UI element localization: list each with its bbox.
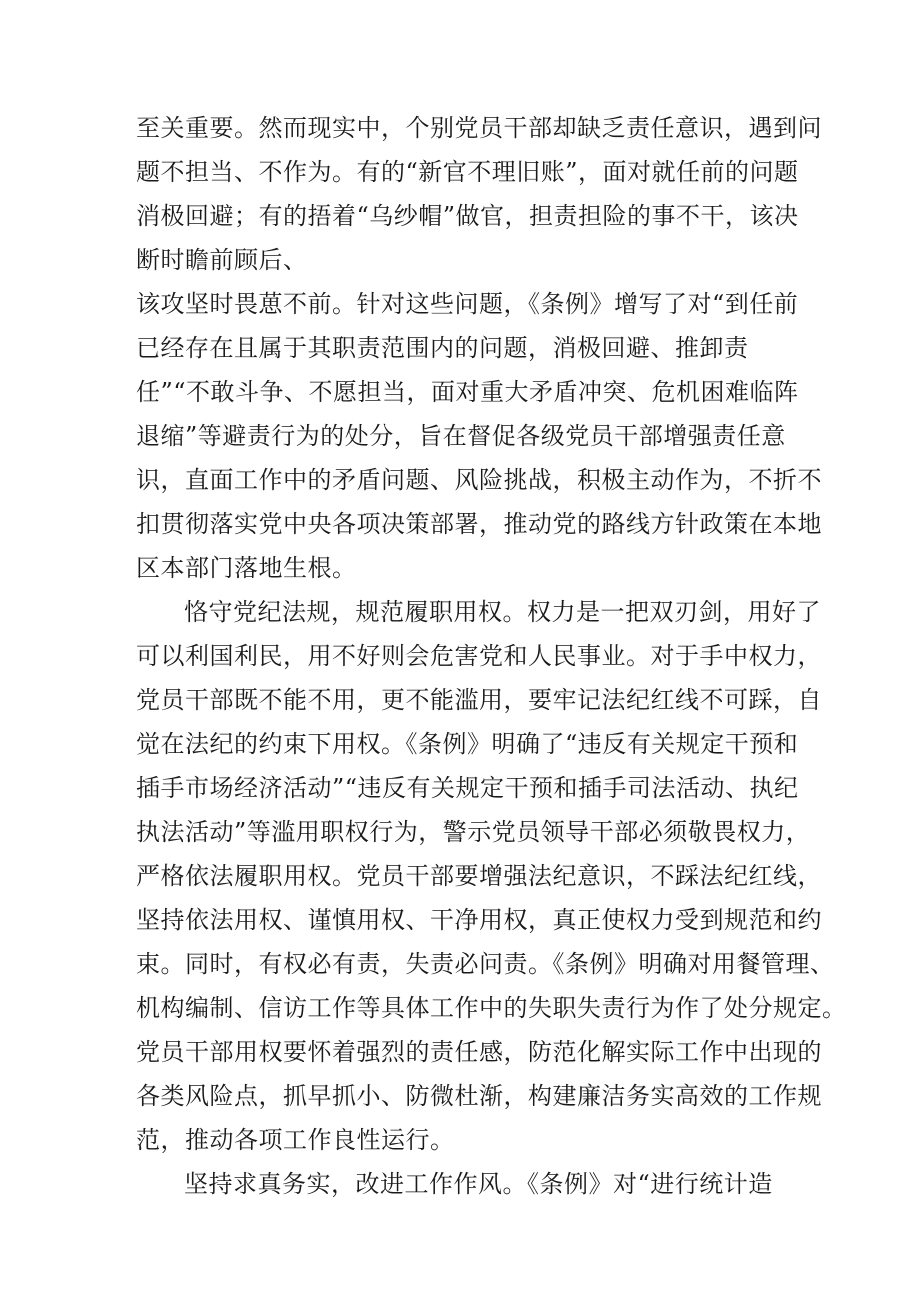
text-line: 题不担当、不作为。有的“新官不理旧账”，面对就任前的问题 [136, 158, 799, 186]
paragraph-first-line: 恪守党纪法规，规范履职用权。权力是一把双刃剑，用好了 [184, 598, 821, 626]
text-line: 至关重要。然而现实中，个别党员干部却缺乏责任意识，遇到问 [136, 114, 822, 142]
text-line: 已经存在且属于其职责范围内的问题，消极回避、推卸责 [136, 334, 749, 362]
text-line: 插手市场经济活动”“违反有关规定干预和插手司法活动、执纪 [136, 774, 799, 802]
text-line: 觉在法纪的约束下用权。《条例》明确了“违反有关规定干预和 [136, 730, 799, 758]
text-line: 范，推动各项工作良性运行。 [136, 1126, 455, 1154]
text-line: 严格依法履职用权。党员干部要增强法纪意识，不踩法纪红线， [136, 862, 822, 890]
text-line: 各类风险点，抓早抓小、防微杜渐，构建廉洁务实高效的工作规 [136, 1082, 822, 1110]
text-line: 该攻坚时畏葸不前。针对这些问题，《条例》增写了对“到任前 [136, 290, 799, 318]
text-line: 退缩”等避责行为的处分，旨在督促各级党员干部增强责任意 [136, 422, 786, 450]
text-line: 束。同时，有权必有责，失责必问责。《条例》明确对用餐管理、 [136, 950, 835, 978]
text-line: 机构编制、信访工作等具体工作中的失职失责行为作了处分规定。 [136, 994, 847, 1022]
text-line: 执法活动”等滥用职权行为，警示党员领导干部必须敬畏权力， [136, 818, 811, 846]
text-line: 党员干部既不能不用，更不能滥用，要牢记法纪红线不可踩，自 [136, 686, 822, 714]
text-line: 区本部门落地生根。 [136, 554, 357, 582]
text-line: 断时瞻前顾后、 [136, 246, 308, 274]
text-line: 可以利国利民，用不好则会危害党和人民事业。对于手中权力， [136, 642, 822, 670]
text-line: 任”“不敢斗争、不愿担当，面对重大矛盾冲突、危机困难临阵 [136, 378, 799, 406]
text-line: 识，直面工作中的矛盾问题、风险挑战，积极主动作为，不折不 [136, 466, 822, 494]
text-line: 坚持依法用权、谨慎用权、干净用权，真正使权力受到规范和约 [136, 906, 822, 934]
text-line: 扣贯彻落实党中央各项决策部署，推动党的路线方针政策在本地 [136, 510, 822, 538]
text-line: 消极回避；有的捂着“乌纱帽”做官，担责担险的事不干，该决 [136, 202, 799, 230]
text-line: 党员干部用权要怀着强烈的责任感，防范化解实际工作中出现的 [136, 1038, 822, 1066]
paragraph-first-line: 坚持求真务实，改进工作作风。《条例》对“进行统计造 [184, 1170, 773, 1198]
